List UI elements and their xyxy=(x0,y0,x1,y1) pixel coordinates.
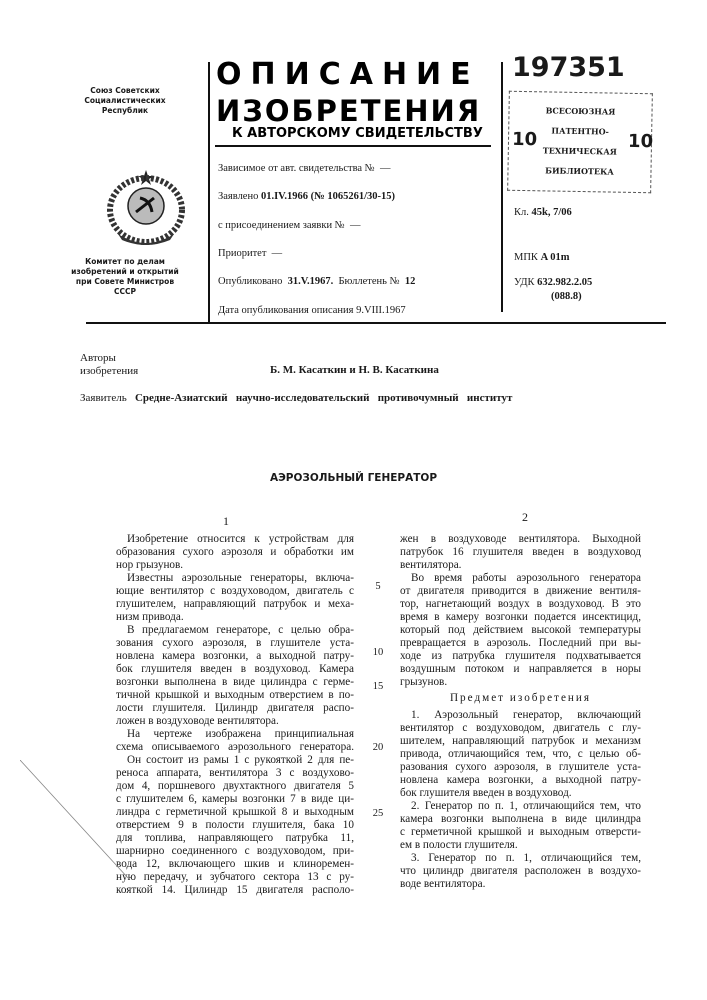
stamp-number: 10 xyxy=(512,130,532,150)
line-number: 20 xyxy=(368,742,388,753)
country-line: Республик xyxy=(70,106,180,116)
text-line: тичной крышкой и выходным отверстием в по- xyxy=(116,689,354,702)
stamp-line: ПАТЕНТНО- xyxy=(536,120,624,142)
doc-subtitle: К АВТОРСКОМУ СВИДЕТЕЛЬСТВУ xyxy=(232,126,483,141)
applicant: Заявитель Средне-Азиатский научно-исследовательский противочумный институт xyxy=(80,392,512,404)
text-line: Во время работы аэрозольного генератора xyxy=(400,572,641,585)
text-column-1 xyxy=(116,533,354,897)
authors-label-line: Авторы xyxy=(80,352,138,365)
priority-field: Приоритет — xyxy=(218,248,282,259)
column-number: 2 xyxy=(522,510,528,525)
text-line: воздушным потоком и направляется в норы xyxy=(400,663,641,676)
invention-title: АЭРОЗОЛЬНЫЙ ГЕНЕРАТОР xyxy=(0,472,707,484)
authors-label xyxy=(80,352,138,378)
text-line: вентилятора. xyxy=(400,559,641,572)
committee-line: СССР xyxy=(70,287,180,297)
text-line: с герметичной крышкой и выходным отверсти- xyxy=(400,826,641,839)
text-line: возгонки выполнена в виде цилиндра с герме- xyxy=(116,676,354,689)
text-line: камера возгонки выполнена в виде цилиндра xyxy=(400,813,641,826)
text-line: отверстием 9 в полости глушителя, бака 10 xyxy=(116,819,354,832)
text-line: 1. Аэрозольный генератор, включающий xyxy=(400,709,641,722)
stamp-line: ВСЕСОЮЗНАЯ xyxy=(536,100,624,122)
divider xyxy=(208,62,210,324)
country-name xyxy=(70,86,180,116)
text-line: жен в воздуховоде вентилятора. Выходной xyxy=(400,533,641,546)
section-heading: Предмет изобретения xyxy=(400,692,641,705)
text-line: грызунов. xyxy=(400,676,641,689)
text-line: На чертеже изображена принципиальная xyxy=(116,728,354,741)
text-line: Изобретение относится к устройствам для xyxy=(116,533,354,546)
text-line: зования сухого аэрозоля, в глушителе уста- xyxy=(116,637,354,650)
text-line: разования сухого аэрозоля, в глушителе уста- xyxy=(400,761,641,774)
text-line: линдра с герметичной крышкой 8 и выходным xyxy=(116,806,354,819)
text-line: патрубок 16 глушителя введен в воздуховод xyxy=(400,546,641,559)
country-line: Союз Советских xyxy=(70,86,180,96)
udc-field-2: (088.8) xyxy=(551,291,582,302)
committee-name xyxy=(70,257,180,297)
dependent-field: Зависимое от авт. свидетельства № — xyxy=(218,163,390,174)
authors-label-line: изобретения xyxy=(80,365,138,378)
text-line: Он состоит из рамы 1 с рукояткой 2 для пе- xyxy=(116,754,354,767)
scan-artifact-line xyxy=(20,760,130,880)
text-line: нор грызунов. xyxy=(116,559,354,572)
divider xyxy=(501,62,503,312)
divider xyxy=(86,322,666,324)
joined-field: с присоединением заявки № — xyxy=(218,220,360,231)
text-line: реноса аппарата, вентилятора 3 с воздухово- xyxy=(116,767,354,780)
stamp-line: БИБЛИОТЕКА xyxy=(535,160,623,182)
text-line: бок глушителя введен в воздуховод. Камера xyxy=(116,663,354,676)
text-line: для топлива, направляющего патрубка 11, xyxy=(116,832,354,845)
committee-line: при Совете Министров xyxy=(70,277,180,287)
doc-title-line1: ОПИСАНИЕ xyxy=(216,57,480,92)
text-line: который под действием высокой температуры xyxy=(400,624,641,637)
stamp-line: ТЕХНИЧЕСКАЯ xyxy=(536,140,624,162)
published-field: Опубликовано 31.V.1967. Бюллетень № 12 xyxy=(218,276,415,287)
authors-names: Б. М. Касаткин и Н. В. Касаткина xyxy=(270,364,439,376)
patent-number: 197351 xyxy=(512,52,625,83)
text-line: дом 4, поршневого двухтактного двигателя 5 xyxy=(116,780,354,793)
library-stamp xyxy=(507,91,653,193)
line-number: 15 xyxy=(368,681,388,692)
divider xyxy=(215,145,491,147)
stamp-number: 10 xyxy=(628,132,648,152)
text-line: ходе из патрубка глушителя подхватывается xyxy=(400,650,641,663)
text-line: бок глушителя введен в воздуховод. xyxy=(400,787,641,800)
text-line: шителем, направляющий патрубок и механизм xyxy=(400,735,641,748)
description-date-field: Дата опубликования описания 9.VIII.1967 xyxy=(218,305,406,316)
committee-line: Комитет по делам xyxy=(70,257,180,267)
text-line: 3. Генератор по п. 1, отличающийся тем, xyxy=(400,852,641,865)
ussr-emblem-icon xyxy=(100,168,192,252)
text-line: лости глушителя. Цилиндр двигателя распо- xyxy=(116,702,354,715)
text-line: что цилиндр двигателя расположен в воздухо- xyxy=(400,865,641,878)
text-line: с глушителем 6, камеры возгонки 7 в виде ци- xyxy=(116,793,354,806)
text-line: 2. Генератор по п. 1, отличающийся тем, что xyxy=(400,800,641,813)
udc-field: УДК 632.982.2.05 xyxy=(514,277,592,288)
committee-line: изобретений и открытий xyxy=(70,267,180,277)
filed-field: Заявлено 01.IV.1966 (№ 1065261/30-15) xyxy=(218,191,395,202)
line-number: 25 xyxy=(368,808,388,819)
ipc-field: МПК A 01m xyxy=(514,252,569,263)
text-line: шарнирно соединенного с воздуховодом, при- xyxy=(116,845,354,858)
text-line: вентилятор с воздуховодом, двигатель с глу- xyxy=(400,722,641,735)
text-line: новлена камера возгонки, а выходной патру- xyxy=(116,650,354,663)
text-line: время в камеру возгонки подается инсектицид, xyxy=(400,611,641,624)
text-line: привода, отличающийся тем, что, с целью об- xyxy=(400,748,641,761)
text-line: воде вентилятора. xyxy=(400,878,641,891)
class-field: Кл. 45k, 7/06 xyxy=(514,207,572,218)
text-line: образования сухого аэрозоля и обработки им xyxy=(116,546,354,559)
text-line: ем в полости глушителя. xyxy=(400,839,641,852)
line-number: 10 xyxy=(368,647,388,658)
text-line: В предлагаемом генераторе, с целью обра- xyxy=(116,624,354,637)
text-line: ную передачу, и зубчатого сектора 13 с ру- xyxy=(116,871,354,884)
text-line: низм привода. xyxy=(116,611,354,624)
text-line: вода 12, включающего шкив и клиноремен- xyxy=(116,858,354,871)
text-line: глушителем, направляющий патрубок и меха- xyxy=(116,598,354,611)
doc-title-line2: ИЗОБРЕТЕНИЯ xyxy=(216,94,481,128)
text-line: превращается в аэрозоль. Последний при вы- xyxy=(400,637,641,650)
text-line: тор, нагнетающий воздух в воздуховод. В это xyxy=(400,598,641,611)
country-line: Социалистических xyxy=(70,96,180,106)
line-number: 5 xyxy=(368,581,388,592)
text-line: от двигателя приводится в движение вентиля- xyxy=(400,585,641,598)
text-line: кояткой 14. Цилиндр 15 двигателя располо- xyxy=(116,884,354,897)
text-line: схема описываемого аэрозольного генератора. xyxy=(116,741,354,754)
column-number: 1 xyxy=(223,514,229,529)
text-line: ложен в воздуховоде вентилятора. xyxy=(116,715,354,728)
text-column-2 xyxy=(400,533,641,891)
text-line: Известны аэрозольные генераторы, включа- xyxy=(116,572,354,585)
text-line: новлена камера возгонки, а выходной патру- xyxy=(400,774,641,787)
text-line: ющие вентилятор с воздуховодом, двигатель с xyxy=(116,585,354,598)
